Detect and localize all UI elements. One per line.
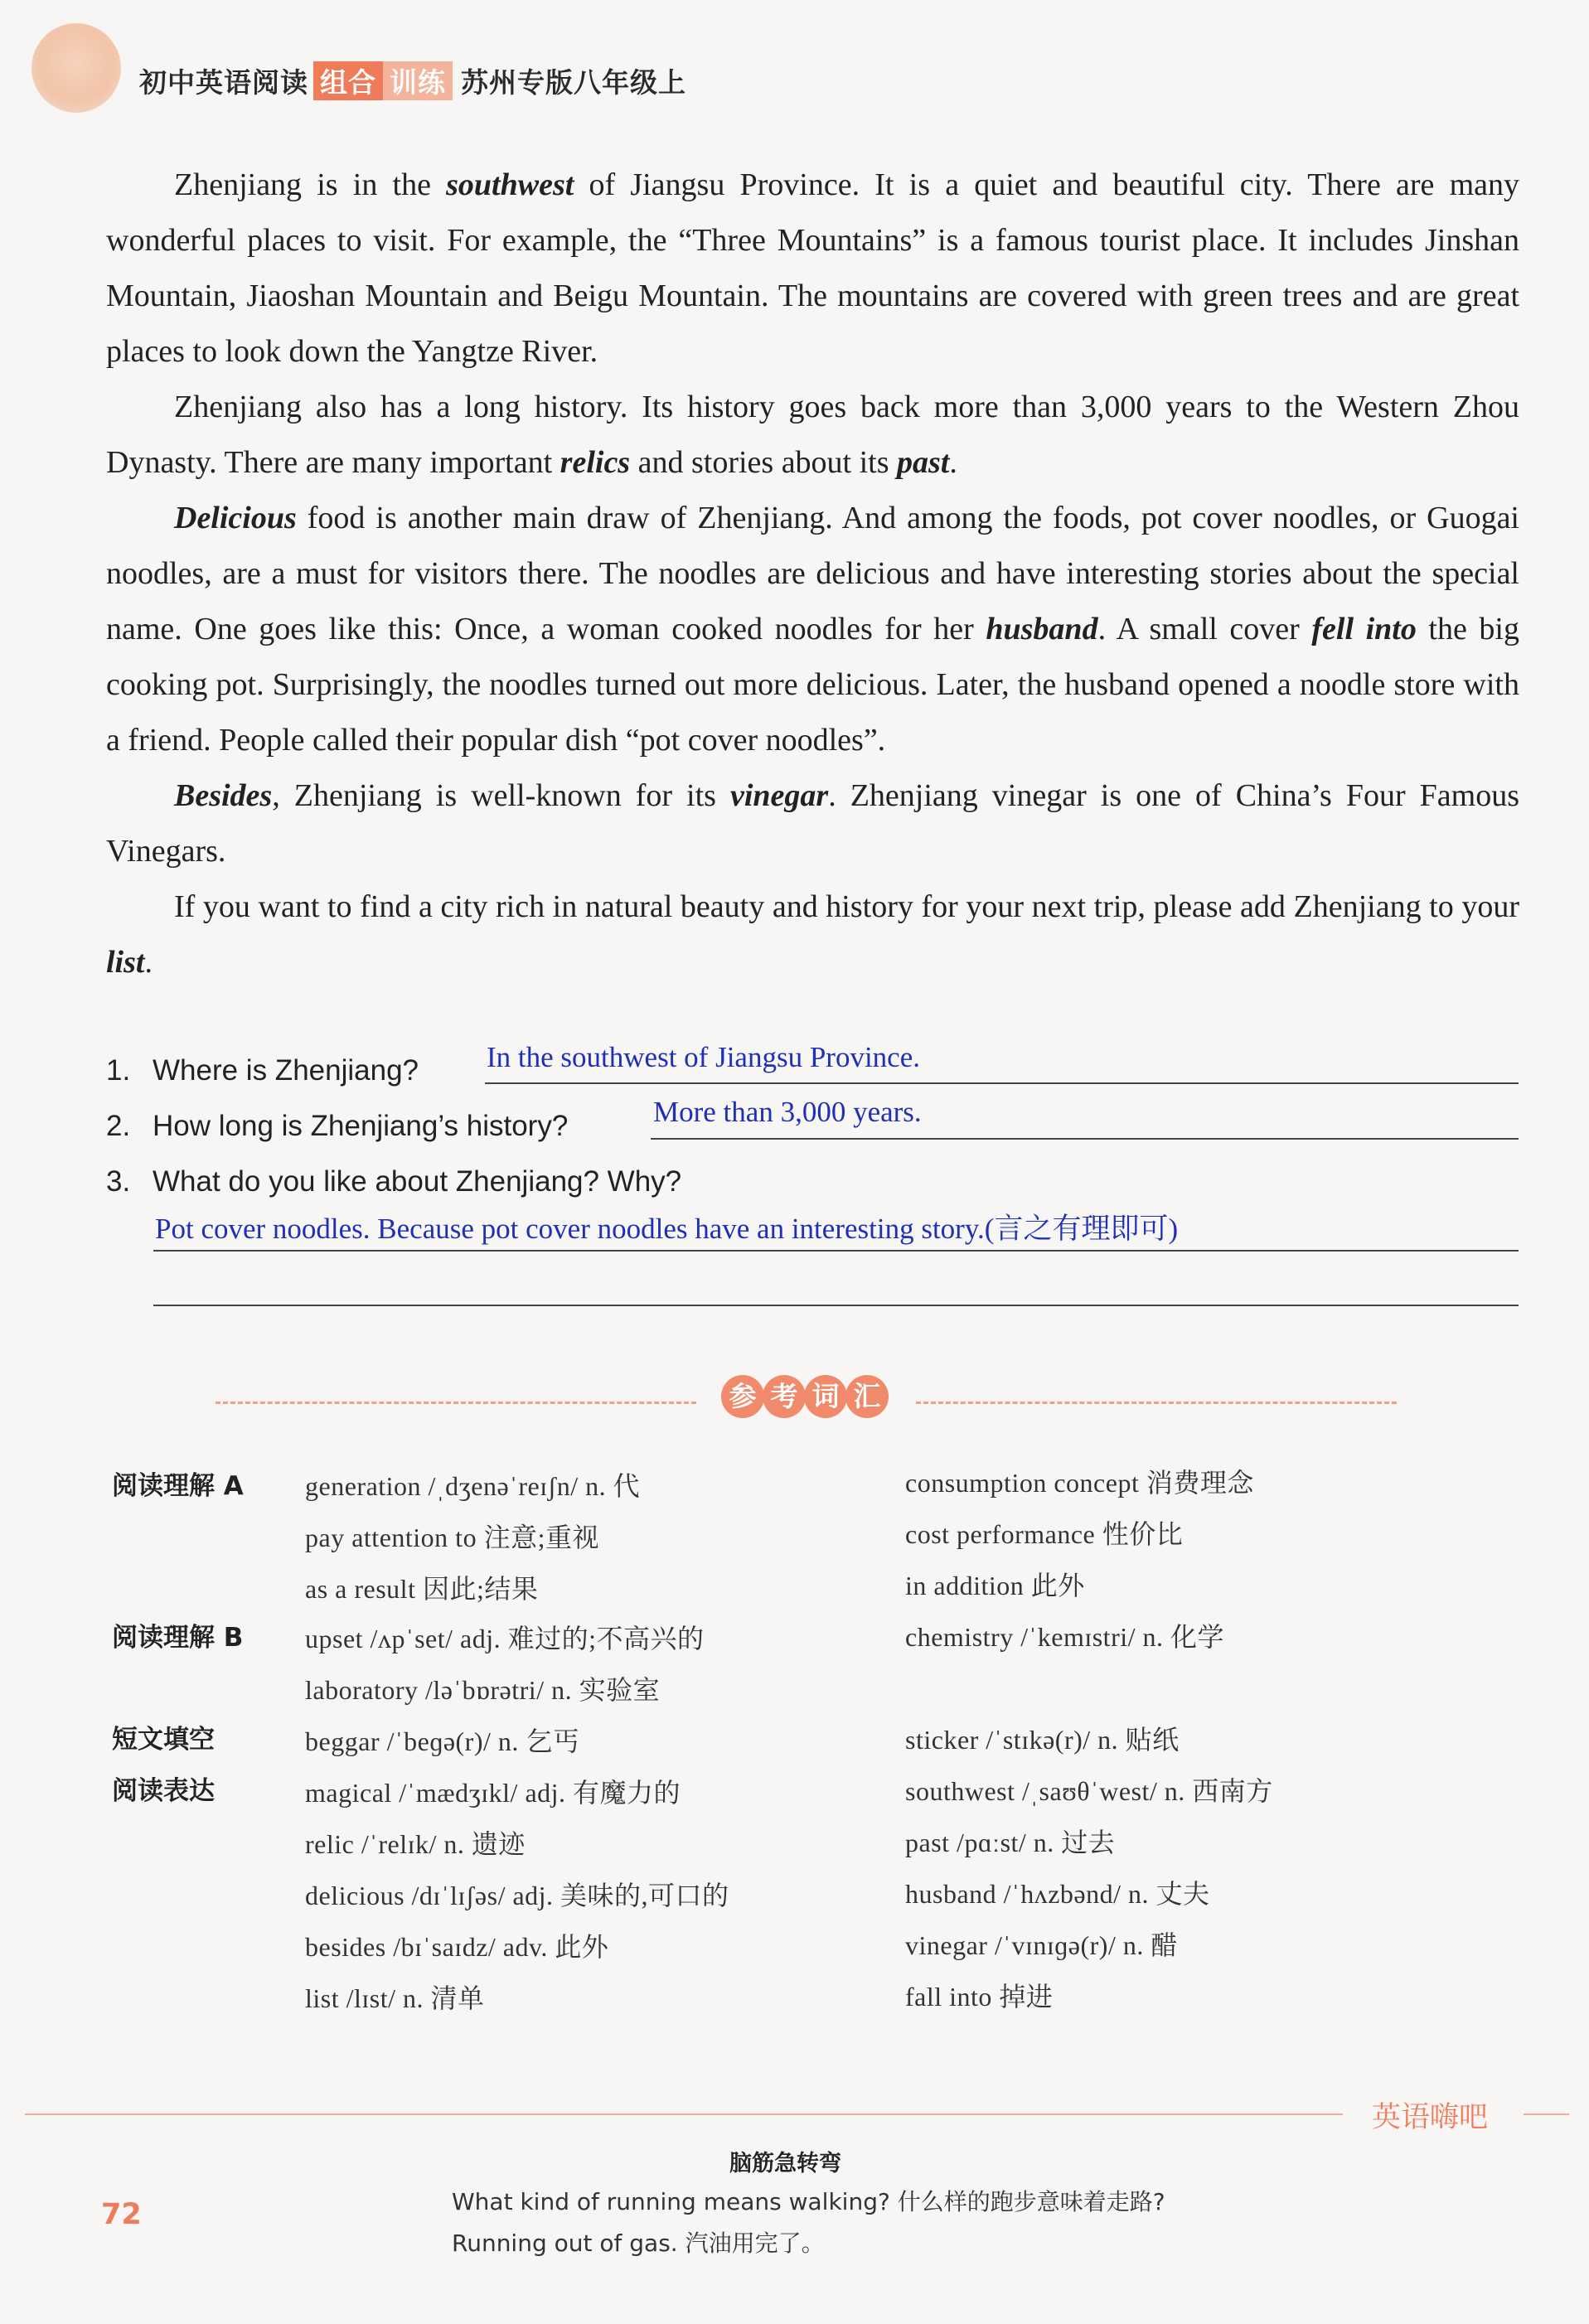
- paragraph-3: Delicious food is another main draw of Zhenjiang. And among the foods, pot cover noodles, or Guogai noodles, are a must for visitors there. The noodles are delicious and have interesting stories about the special name. One goes like this: Once, a woman cooked noodles for her husband. A small cover fell into the big cooking pot. Surprisingly, the noodles turned out more delicious. Later, the husband opened a noodle store with a friend. People called their popular dish “pot cover noodles”.: [106, 501, 1519, 758]
- vocab-item: southwest /ˌsaʊθˈwest/ n. 西南方: [905, 1776, 1273, 1806]
- answer-3: Pot cover noodles. Because pot cover noodles have an interesting story.(言之有理即可): [155, 1213, 1179, 1245]
- answer-line: [485, 1082, 1519, 1084]
- divider: [216, 1402, 696, 1404]
- vocab-item: chemistry /ˈkemɪstri/ n. 化学: [905, 1622, 1225, 1652]
- question-2: 2. How long is Zhenjiang’s history?: [106, 1110, 569, 1142]
- question-3: 3. What do you like about Zhenjiang? Why?: [106, 1165, 682, 1198]
- vocab-item: besides /bɪˈsaɪdz/ adv. 此外: [305, 1932, 609, 1962]
- vocab-category: 阅读理解 B: [112, 1623, 244, 1653]
- answer-2: More than 3,000 years.: [653, 1096, 922, 1128]
- vocab-item: in addition 此外: [905, 1571, 1085, 1600]
- divider: [916, 1402, 1397, 1404]
- paragraph-2: Zhenjiang also has a long history. Its history goes back more than 3,000 years to the Western Zhou Dynasty. There are many important relics and stories about its past.: [106, 390, 1519, 480]
- question-1: 1. Where is Zhenjiang?: [106, 1054, 419, 1087]
- vocab-category: 阅读表达: [112, 1776, 215, 1806]
- vocab-section-header: [216, 1372, 1397, 1430]
- vocab-item: husband /ˈhʌzbənd/ n. 丈夫: [905, 1879, 1210, 1909]
- paragraph-4: Besides, Zhenjiang is well-known for its vinegar. Zhenjiang vinegar is one of China’s Four Famous Vinegars.: [106, 778, 1519, 869]
- page-number: 72: [101, 2198, 142, 2231]
- tag-combo: 组合: [313, 61, 383, 100]
- vocab-title-badge: 参 考 词 汇: [721, 1372, 891, 1426]
- vocab-item: past /pɑːst/ n. 过去: [905, 1828, 1116, 1857]
- vocab-item: vinegar /ˈvɪnɪɡə(r)/ n. 醋: [905, 1930, 1178, 1960]
- vocab-item: generation /ˌdʒenəˈreɪʃn/ n. 代: [305, 1471, 641, 1501]
- vocab-item: pay attention to 注意;重视: [305, 1523, 599, 1552]
- vocab-item: list /lɪst/ n. 清单: [305, 1983, 485, 2013]
- reading-passage: [106, 157, 1519, 990]
- tag-training: 训练: [383, 61, 453, 100]
- vocab-item: relic /ˈrelɪk/ n. 遗迹: [305, 1829, 526, 1859]
- riddle-answer: Running out of gas. 汽油用完了。: [452, 2230, 825, 2257]
- riddle-title: 脑筋急转弯: [729, 2151, 841, 2176]
- vocab-item: magical /ˈmædʒɪkl/ adj. 有魔力的: [305, 1778, 681, 1808]
- vocab-item: delicious /dɪˈlɪʃəs/ adj. 美味的,可口的: [305, 1881, 729, 1910]
- vocab-category: 阅读理解 A: [112, 1471, 244, 1501]
- vocab-item: upset /ʌpˈset/ adj. 难过的;不高兴的: [305, 1624, 705, 1653]
- page-header: [0, 0, 1589, 116]
- paragraph-1: Zhenjiang is in the southwest of Jiangsu Province. It is a quiet and beautiful city. There are many wonderful places to visit. For example, the “Three Mountains” is a famous tourist place. It includes Jinshan Mountain, Jiaoshan Mountain and Beigu Mountain. The mountains are covered with green trees and are great places to look down the Yangtze River.: [106, 167, 1519, 369]
- vocab-item: as a result 因此;结果: [305, 1574, 539, 1604]
- footer-brand: 英语嗨吧: [1372, 2101, 1489, 2134]
- vocab-item: sticker /ˈstɪkə(r)/ n. 贴纸: [905, 1725, 1180, 1755]
- vocab-category: 短文填空: [112, 1725, 215, 1755]
- answer-line: [651, 1138, 1519, 1140]
- answer-1: In the southwest of Jiangsu Province.: [487, 1041, 920, 1073]
- answer-line: [153, 1305, 1519, 1306]
- footer-divider: [25, 2113, 1343, 2115]
- vocab-item: cost performance 性价比: [905, 1519, 1184, 1549]
- answer-line: [153, 1250, 1519, 1252]
- book-logo-icon: [31, 23, 121, 113]
- vocab-item: laboratory /ləˈbɒrətri/ n. 实验室: [305, 1675, 661, 1705]
- book-title: 初中英语阅读 组合 训练 苏州专版八年级上: [139, 61, 686, 100]
- vocab-item: consumption concept 消费理念: [905, 1468, 1254, 1498]
- vocab-item: fall into 掉进: [905, 1982, 1054, 2012]
- riddle-question: What kind of running means walking? 什么样的跑步意味着走路?: [452, 2188, 1165, 2215]
- footer-divider: [1524, 2113, 1569, 2115]
- vocab-item: beggar /ˈbeɡə(r)/ n. 乞丐: [305, 1726, 580, 1756]
- paragraph-5: If you want to find a city rich in natural beauty and history for your next trip, please add Zhenjiang to your list.: [106, 889, 1519, 980]
